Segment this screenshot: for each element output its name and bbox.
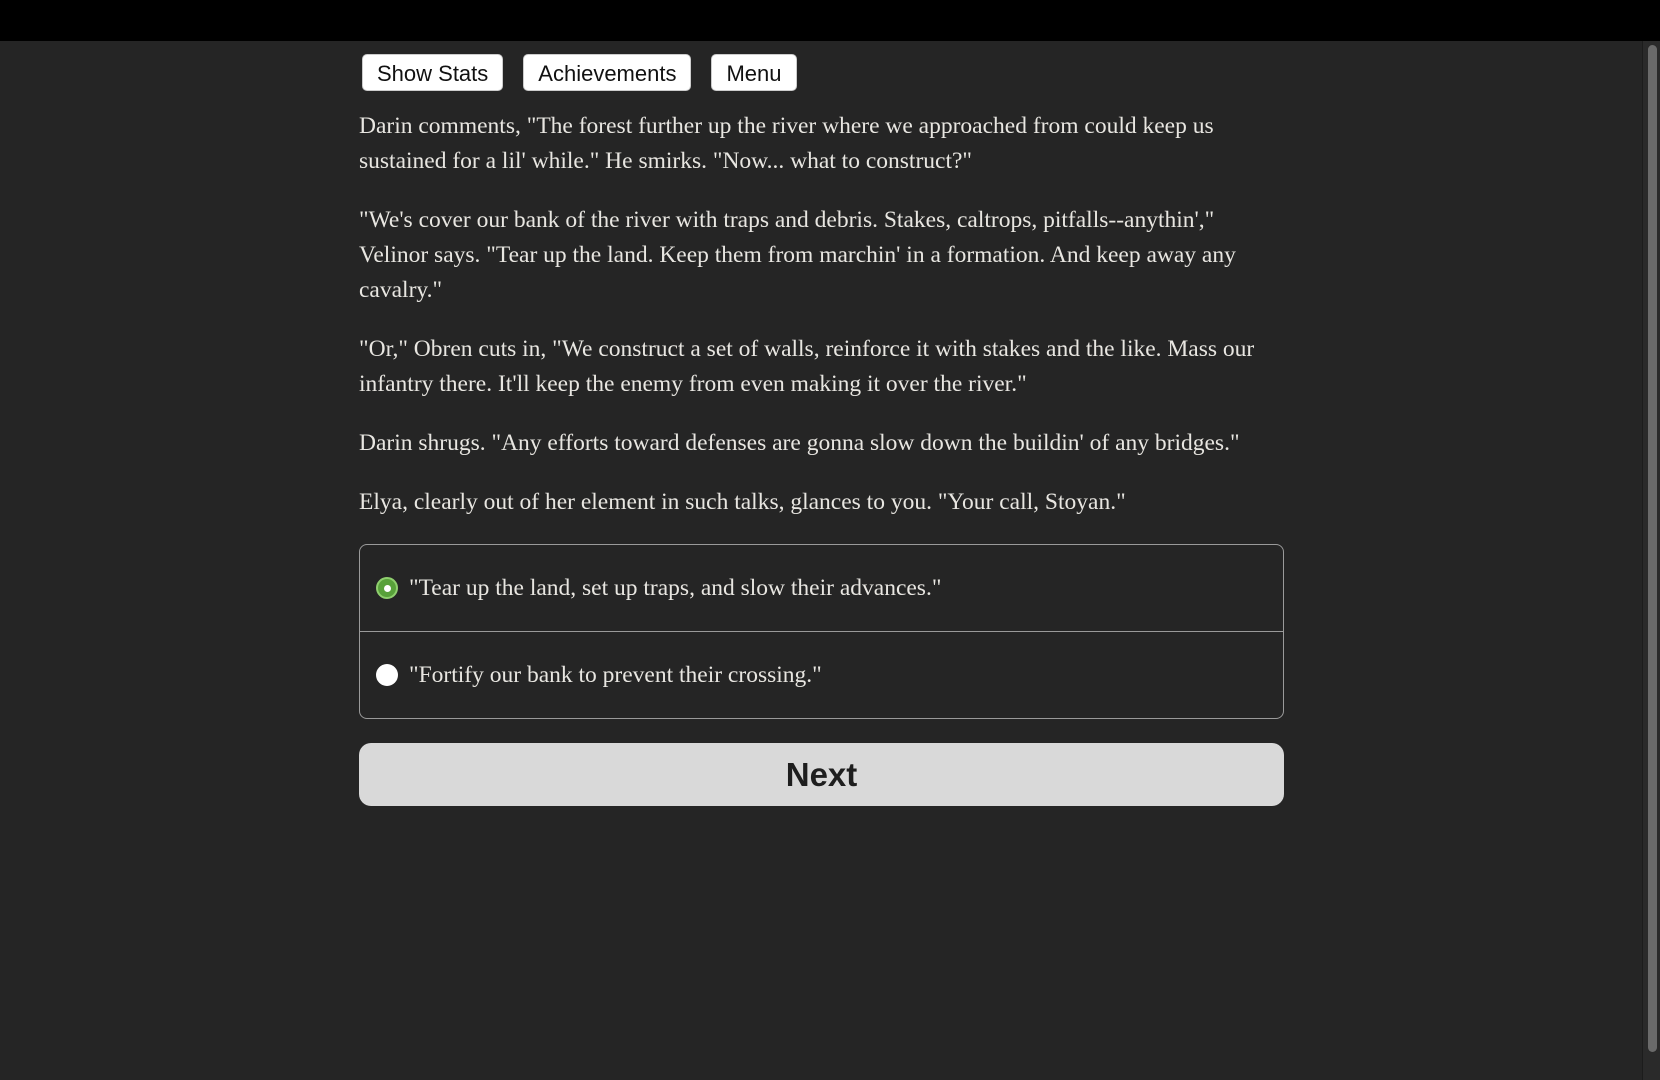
show-stats-button[interactable]: Show Stats	[362, 54, 503, 91]
next-button[interactable]: Next	[359, 743, 1284, 806]
choice-label: "Fortify our bank to prevent their crossing."	[409, 661, 822, 688]
radio-unselected-icon[interactable]	[376, 664, 398, 686]
choice-list	[359, 544, 1284, 719]
game-toolbar	[362, 53, 1284, 91]
story-paragraph: "We's cover our bank of the river with traps and debris. Stakes, caltrops, pitfalls--anythin'," Velinor says. "Tear up the land. Keep them from marchin' in a formation. And keep away any cavalry."	[359, 207, 1236, 303]
achievements-button[interactable]: Achievements	[523, 54, 691, 91]
menu-button[interactable]: Menu	[711, 54, 796, 91]
story-text	[359, 109, 1284, 520]
story-paragraph: Elya, clearly out of her element in such talks, glances to you. "Your call, Stoyan."	[359, 489, 1126, 515]
choice-option-fortify[interactable]	[360, 631, 1283, 718]
choice-option-traps[interactable]	[360, 545, 1283, 631]
radio-selected-icon[interactable]	[376, 577, 398, 599]
story-paragraph: "Or," Obren cuts in, "We construct a set of walls, reinforce it with stakes and the like. Mass our infantry there. It'll keep the enemy from even making it over the river."	[359, 336, 1255, 397]
scrollbar-thumb[interactable]	[1648, 45, 1657, 1052]
choice-label: "Tear up the land, set up traps, and slow their advances."	[409, 574, 942, 601]
story-paragraph: Darin shrugs. "Any efforts toward defenses are gonna slow down the buildin' of any bridges."	[359, 430, 1240, 456]
game-content	[359, 53, 1284, 806]
browser-top-bar	[0, 0, 1660, 41]
story-paragraph: Darin comments, "The forest further up the river where we approached from could keep us sustained for a lil' while." He smirks. "Now... what to construct?"	[359, 113, 1214, 174]
